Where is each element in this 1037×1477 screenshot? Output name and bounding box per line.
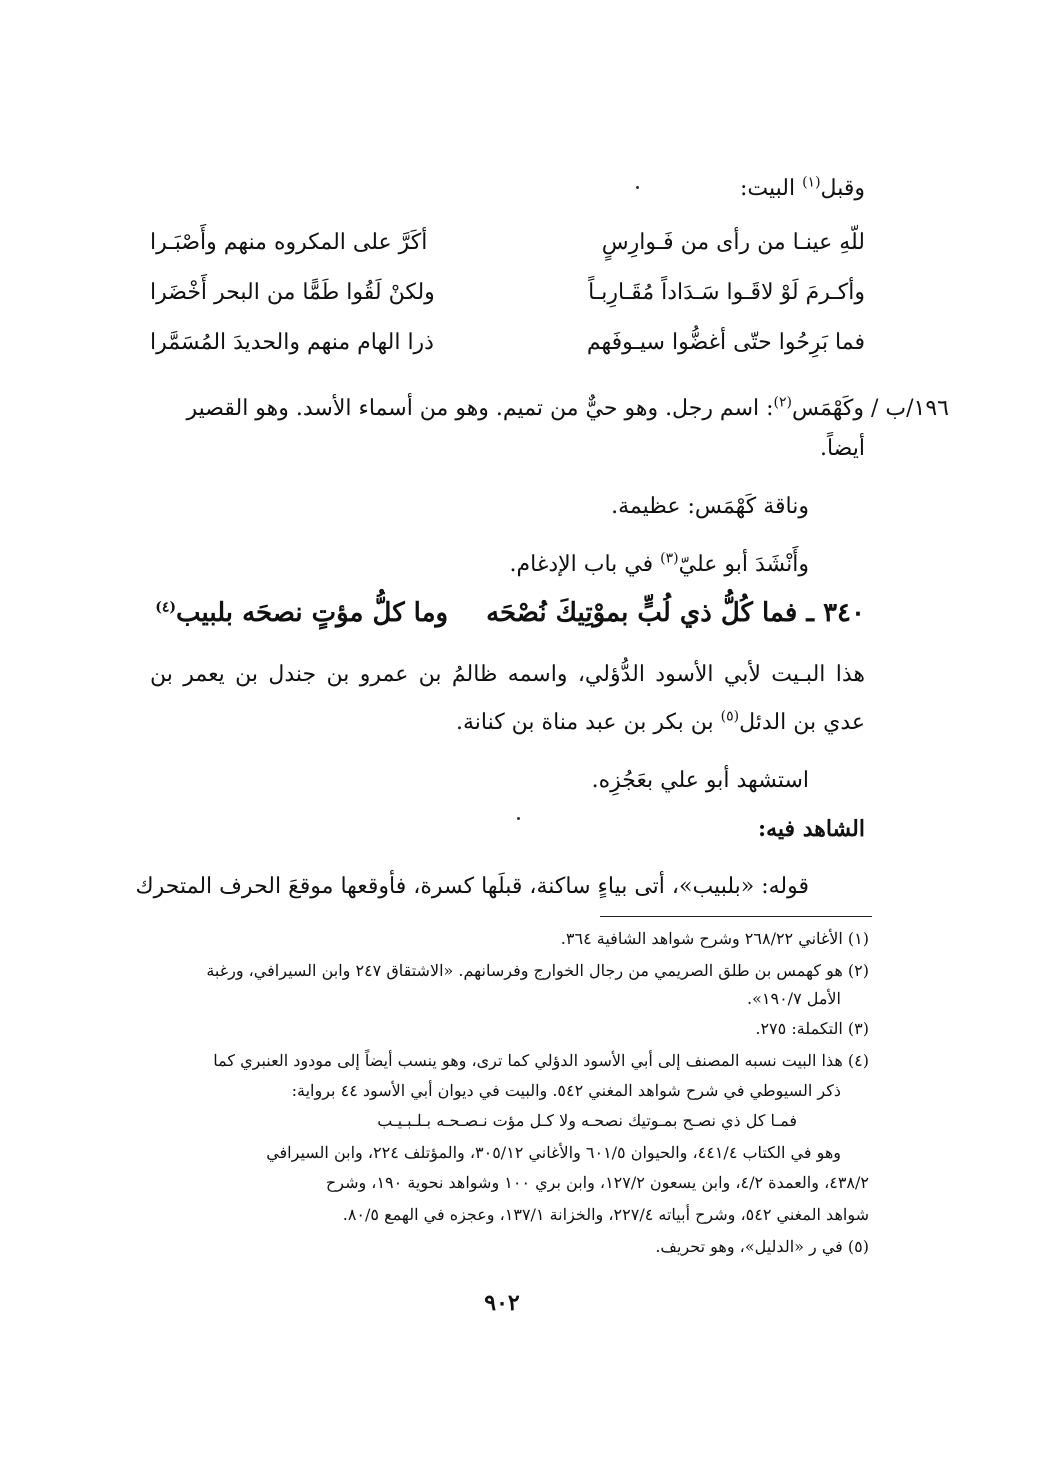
footnote-ref-1: (١)	[802, 174, 821, 191]
paragraph-1-after: بن بكر بن عبد مناة بن كنانة.	[455, 710, 721, 735]
folio-marker: ١٩٦/ب /	[864, 396, 949, 421]
footnote-4-text-2: ذكر السيوطي في شرح شواهد المغني ٥٤٢. والبيت في ديوان أبي الأسود ٤٤ برواية:	[291, 1081, 841, 1100]
footnote-ref-4: (٤)	[155, 599, 176, 616]
verse-2	[150, 278, 865, 310]
footnote-ref-2: (٢)	[773, 394, 792, 411]
footnote-ref-5: (٥)	[720, 708, 740, 725]
headword: وكَهْمَس	[792, 396, 865, 421]
footnote-2-text-1: (٢) هو كهمس بن طلق الصريمي من رجال الخوارج وفرسانهم. «الاشتقاق ٢٤٧ وابن السيرافي، ورغبة	[206, 961, 869, 980]
main-verse-first-hemistich: فما كُلُّ ذي لُبٍّ بموْتِيكَ نُصْحَه	[486, 598, 798, 628]
verse-3-second-hemistich: ذرا الهام منهم والحديدَ المُسَمَّرا	[150, 330, 434, 355]
footnote-5-text: (٥) في ر «الدليل»، وهو تحريف.	[655, 1237, 869, 1256]
footnote-4-verse: فمـا كل ذي نصـح بمـوتيك نصحـه ولا كـل مؤت نـصـحـه بـلـبـيـب	[377, 1111, 797, 1130]
verse-3	[150, 328, 865, 360]
footnote-4-text-4: ٤٣٨/٢، والعمدة ٤/٢، وابن يسعون ١٢٧/٢، وابن بري ١٠٠ وشواهد نحوية ١٩٠، وشرح	[325, 1173, 869, 1192]
entry-196-line-2	[820, 434, 865, 464]
main-verse-340	[155, 596, 865, 630]
entry-196-text: : اسم رجل. وهو حيٌّ من تميم. وهو من أسماء الأسد. وهو القصير	[186, 396, 774, 421]
intro-after: البيت:	[739, 176, 803, 201]
qawluhu-line	[135, 872, 809, 902]
paragraph-1-line-1	[150, 660, 865, 690]
footnote-4-quoted-verse	[377, 1110, 797, 1132]
istishhad-text: استشهد أبو علي بعَجُزِه.	[591, 768, 809, 793]
footnote-4-line-3	[266, 1142, 841, 1164]
footnote-4-text-3: وهو في الكتاب ٤٤١/٤، والحيوان ٦٠١/٥ والأغاني ٣٠٥/١٢، والمؤتلف ٢٢٤، وابن السيرافي	[266, 1143, 841, 1162]
shahid-heading	[758, 816, 865, 842]
paragraph-1-before: عدي بن الدئل	[739, 710, 865, 735]
intro-before: وقبل	[820, 176, 865, 201]
qawluhu-text: قوله: «بلبيب»، أتى بياءٍ ساكنة، قبلَها كسرة، فأوقعها موقعَ الحرف المتحرك	[135, 874, 809, 899]
footnote-2-line-2	[747, 988, 841, 1010]
anshad-after: في باب الإدغام.	[509, 552, 661, 577]
paragraph-1-line-2	[456, 708, 865, 738]
verse-number: ٣٤٠ ـ	[797, 598, 865, 628]
footnote-3	[755, 1018, 869, 1040]
scan-speck	[636, 186, 639, 189]
shahid-heading-text: الشاهد فيه:	[757, 816, 865, 842]
verse-2-first-hemistich: وأكـرمَ لَوْ لاقَـوا سَـدَاداً مُقَـارِبـاً	[588, 280, 865, 305]
footnote-4-text-5: شواهد المغني ٥٤٢، وشرح أبياته ٢٢٧/٤، والخزانة ١٣٧/١، وعجزه في الهمع ٨٠/٥.	[342, 1205, 869, 1224]
scan-speck	[517, 817, 520, 820]
footnote-3-text: (٣) التكملة: ٢٧٥.	[755, 1019, 869, 1038]
verse-2-second-hemistich: ولكنْ لَقُوا طَمًّا من البحر أَخْضَرا	[150, 280, 435, 305]
naqa-line	[611, 492, 809, 522]
paragraph-1-text-1: هذا البـيت لأبي الأسود الدُّؤلي، واسمه ظالمُ بن عمرو بن جندل بن يعمر بن	[150, 662, 865, 687]
verse-1-second-hemistich: أكَرَّ على المكروه منهم وأَصْبَـرا	[150, 230, 428, 255]
intro-line	[740, 174, 865, 204]
page-number: ٩٠٢	[484, 1290, 520, 1316]
footnote-ref-3: (٣)	[660, 550, 679, 567]
naqa-text: وناقة كَهْمَس: عظيمة.	[611, 494, 809, 519]
istishhad-line	[592, 766, 809, 796]
footnote-separator	[600, 916, 872, 917]
footnote-5	[655, 1236, 869, 1258]
entry-196-continuation: أيضاً.	[819, 436, 865, 461]
footnote-2-text-2: الأمل ١٩٠/٧».	[747, 989, 841, 1008]
footnote-4-line-5	[343, 1204, 869, 1226]
verse-3-first-hemistich: فما بَرِحُوا حتّى أغضُّوا سيـوفَهم	[586, 330, 865, 355]
footnote-1	[561, 928, 869, 950]
footnote-4-text-1: (٤) هذا البيت نسبه المصنف إلى أبي الأسود الدؤلي كما ترى، وهو ينسب أيضاً إلى مودود العنبري كما	[213, 1051, 869, 1070]
anshad-before: وأَنْشَدَ أبو عليّ	[678, 552, 809, 577]
entry-196-line-1	[187, 394, 950, 424]
footnote-2-line-1	[206, 960, 869, 982]
verse-1	[150, 228, 865, 260]
footnote-4-line-1	[213, 1050, 869, 1072]
footnote-4-line-4	[326, 1172, 869, 1194]
verse-1-first-hemistich: للّهِ عينـا من رأى من فَـوارِسٍ	[601, 230, 865, 255]
footnote-4-line-2	[292, 1080, 841, 1102]
footnote-1-text: (١) الأغاني ٢٦٨/٢٢ وشرح شواهد الشافية ٣٦٤.	[560, 929, 869, 948]
anshad-line	[510, 550, 810, 580]
main-verse-second-hemistich: وما كلُّ مؤتٍ نصحَه بلبيب	[175, 598, 449, 628]
